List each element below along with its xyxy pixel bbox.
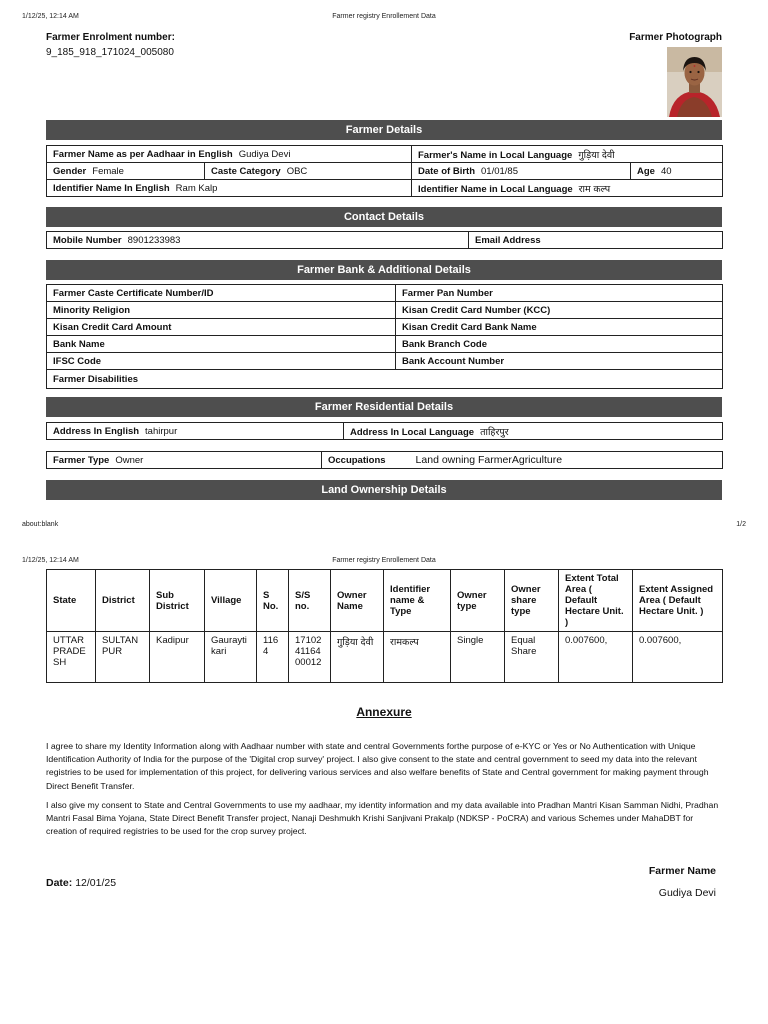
occupations-label: Occupations: [328, 455, 386, 466]
kcc-number-label: Kisan Credit Card Number (KCC): [396, 302, 723, 319]
identifier-en-value: Ram Kalp: [175, 182, 218, 194]
farmer-type-label: Farmer Type: [53, 454, 110, 466]
section-contact-details: Contact Details: [46, 207, 722, 227]
print-timestamp: 1/12/25, 12:14 AM: [22, 13, 79, 20]
email-label: Email Address: [475, 234, 541, 246]
identifier-en-label: Identifier Name In English: [53, 182, 170, 194]
enrolment-number: 9_185_918_171024_005080: [46, 47, 174, 58]
col-header: Sub District: [150, 570, 205, 632]
consent-paragraph-1: I agree to share my Identity Information along with Aadhaar number with state and central Governments forthe purpose of e-KYC or Yes or No Authentication with Unique Identification Authority of India for the purpose of the 'Digital crop survey' project. I also give consent to the state and central government to seed my data into the relevant registries to be used for implementation of this project, for delivering various services and also welfare benefits of State and Central government for making payment through Direct Benefit Transfer.: [46, 741, 709, 791]
mobile-value: 8901233983: [127, 234, 181, 246]
caste-label: Caste Category: [211, 165, 281, 177]
section-bank-details: Farmer Bank & Additional Details: [46, 260, 722, 280]
farmer-type-table: [46, 451, 723, 469]
minority-religion-label: Minority Religion: [47, 302, 396, 319]
col-header: Owner share type: [505, 570, 559, 632]
identifier-local-label: Identifier Name in Local Language: [418, 183, 573, 195]
address-en-label: Address In English: [53, 425, 140, 437]
account-number-label: Bank Account Number: [396, 353, 723, 370]
col-header: State: [47, 570, 96, 632]
enrolment-label: Farmer Enrolment number:: [46, 32, 175, 43]
table-cell: Single: [451, 632, 505, 683]
gender-value: Female: [92, 165, 124, 177]
farmer-photograph: [667, 47, 722, 117]
address-local-value: ताहिरपुर: [480, 426, 509, 438]
col-header: Owner type: [451, 570, 505, 632]
consent-paragraph-2: I also give my consent to State and Central Governments to use my aadhaar, my identity information and my data available into Pradhan Mantri Kisan Samman Nidhi, Pradhan Mantri Fasal Bima Yojana, State Direct Benefit Transfer project, Nanaji Deshmukh Krishi Sanjivani Prakalp (NDKSP - PoCRA) and various Schemes under MahaDBT for creation of required registries to be used for the crop survey project.: [46, 800, 719, 837]
table-cell: 0.007600,: [559, 632, 633, 683]
address-local-label: Address In Local Language: [350, 426, 475, 438]
print-title-page2: Farmer registry Enrollement Data: [332, 557, 436, 564]
photo-label: Farmer Photograph: [629, 32, 722, 43]
page-number: 1/2: [736, 521, 746, 528]
name-en-value: Gudiya Devi: [238, 148, 291, 160]
dob-label: Date of Birth: [418, 165, 475, 177]
annexure-title: Annexure: [356, 705, 412, 719]
farmer-name-signature: Gudiya Devi: [658, 887, 716, 899]
table-cell: Kadipur: [150, 632, 205, 683]
dob-value: 01/01/85: [481, 165, 518, 177]
age-value: 40: [660, 165, 672, 177]
date-value: 12/01/25: [75, 877, 117, 889]
col-header: Extent Assigned Area ( Default Hectare Unit. ): [633, 570, 723, 632]
table-cell: Equal Share: [505, 632, 559, 683]
col-header: Identifier name & Type: [384, 570, 451, 632]
ifsc-label: IFSC Code: [47, 353, 396, 370]
section-land-details: Land Ownership Details: [46, 480, 722, 500]
table-cell: 1164: [257, 632, 289, 683]
bank-name-label: Bank Name: [47, 336, 396, 353]
person-photo-icon: [667, 47, 722, 117]
page-url: about:blank: [22, 521, 59, 528]
age-label: Age: [637, 165, 655, 177]
table-cell: गुड़िया देवी: [331, 632, 384, 683]
kcc-amount-label: Kisan Credit Card Amount: [47, 319, 396, 336]
table-cell: रामकल्प: [384, 632, 451, 683]
caste-certificate-label: Farmer Caste Certificate Number/ID: [47, 285, 396, 302]
table-cell: SULTANPUR: [96, 632, 150, 683]
bank-details-table: [46, 284, 723, 389]
col-header: District: [96, 570, 150, 632]
col-header: Owner Name: [331, 570, 384, 632]
table-cell: Gaurayti kari: [205, 632, 257, 683]
table-row: [47, 632, 723, 683]
disabilities-label: Farmer Disabilities: [47, 370, 723, 389]
farmer-name-label: Farmer Name: [648, 865, 716, 877]
kcc-bank-label: Kisan Credit Card Bank Name: [396, 319, 723, 336]
name-local-value: गुड़िया देवी: [578, 149, 615, 161]
farmer-details-table: [46, 145, 723, 197]
address-table: [46, 422, 723, 440]
mobile-label: Mobile Number: [53, 234, 122, 246]
land-ownership-table: [46, 569, 723, 683]
branch-code-label: Bank Branch Code: [396, 336, 723, 353]
signature-date: [46, 877, 116, 889]
col-header: S No.: [257, 570, 289, 632]
name-local-label: Farmer's Name in Local Language: [418, 149, 573, 161]
date-label: Date:: [46, 877, 73, 889]
table-cell: UTTAR PRADESH: [47, 632, 96, 683]
col-header: Extent Total Area ( Default Hectare Unit. ): [559, 570, 633, 632]
identifier-local-value: राम कल्प: [578, 183, 611, 195]
print-title: Farmer registry Enrollement Data: [332, 13, 436, 20]
table-cell: 171024116400012: [289, 632, 331, 683]
section-farmer-details: Farmer Details: [46, 120, 722, 140]
pan-number-label: Farmer Pan Number: [396, 285, 723, 302]
gender-label: Gender: [53, 165, 87, 177]
caste-value: OBC: [286, 165, 308, 177]
col-header: S/S no.: [289, 570, 331, 632]
occupations-value: Land owning FarmerAgriculture: [415, 454, 563, 466]
land-table-header-row: [47, 570, 723, 632]
farmer-type-value: Owner: [115, 454, 144, 466]
contact-details-table: [46, 231, 723, 249]
name-en-label: Farmer Name as per Aadhaar in English: [53, 148, 233, 160]
address-en-value: tahirpur: [145, 425, 178, 437]
section-residential-details: Farmer Residential Details: [46, 397, 722, 417]
print-timestamp-page2: 1/12/25, 12:14 AM: [22, 557, 79, 564]
col-header: Village: [205, 570, 257, 632]
table-cell: 0.007600,: [633, 632, 723, 683]
